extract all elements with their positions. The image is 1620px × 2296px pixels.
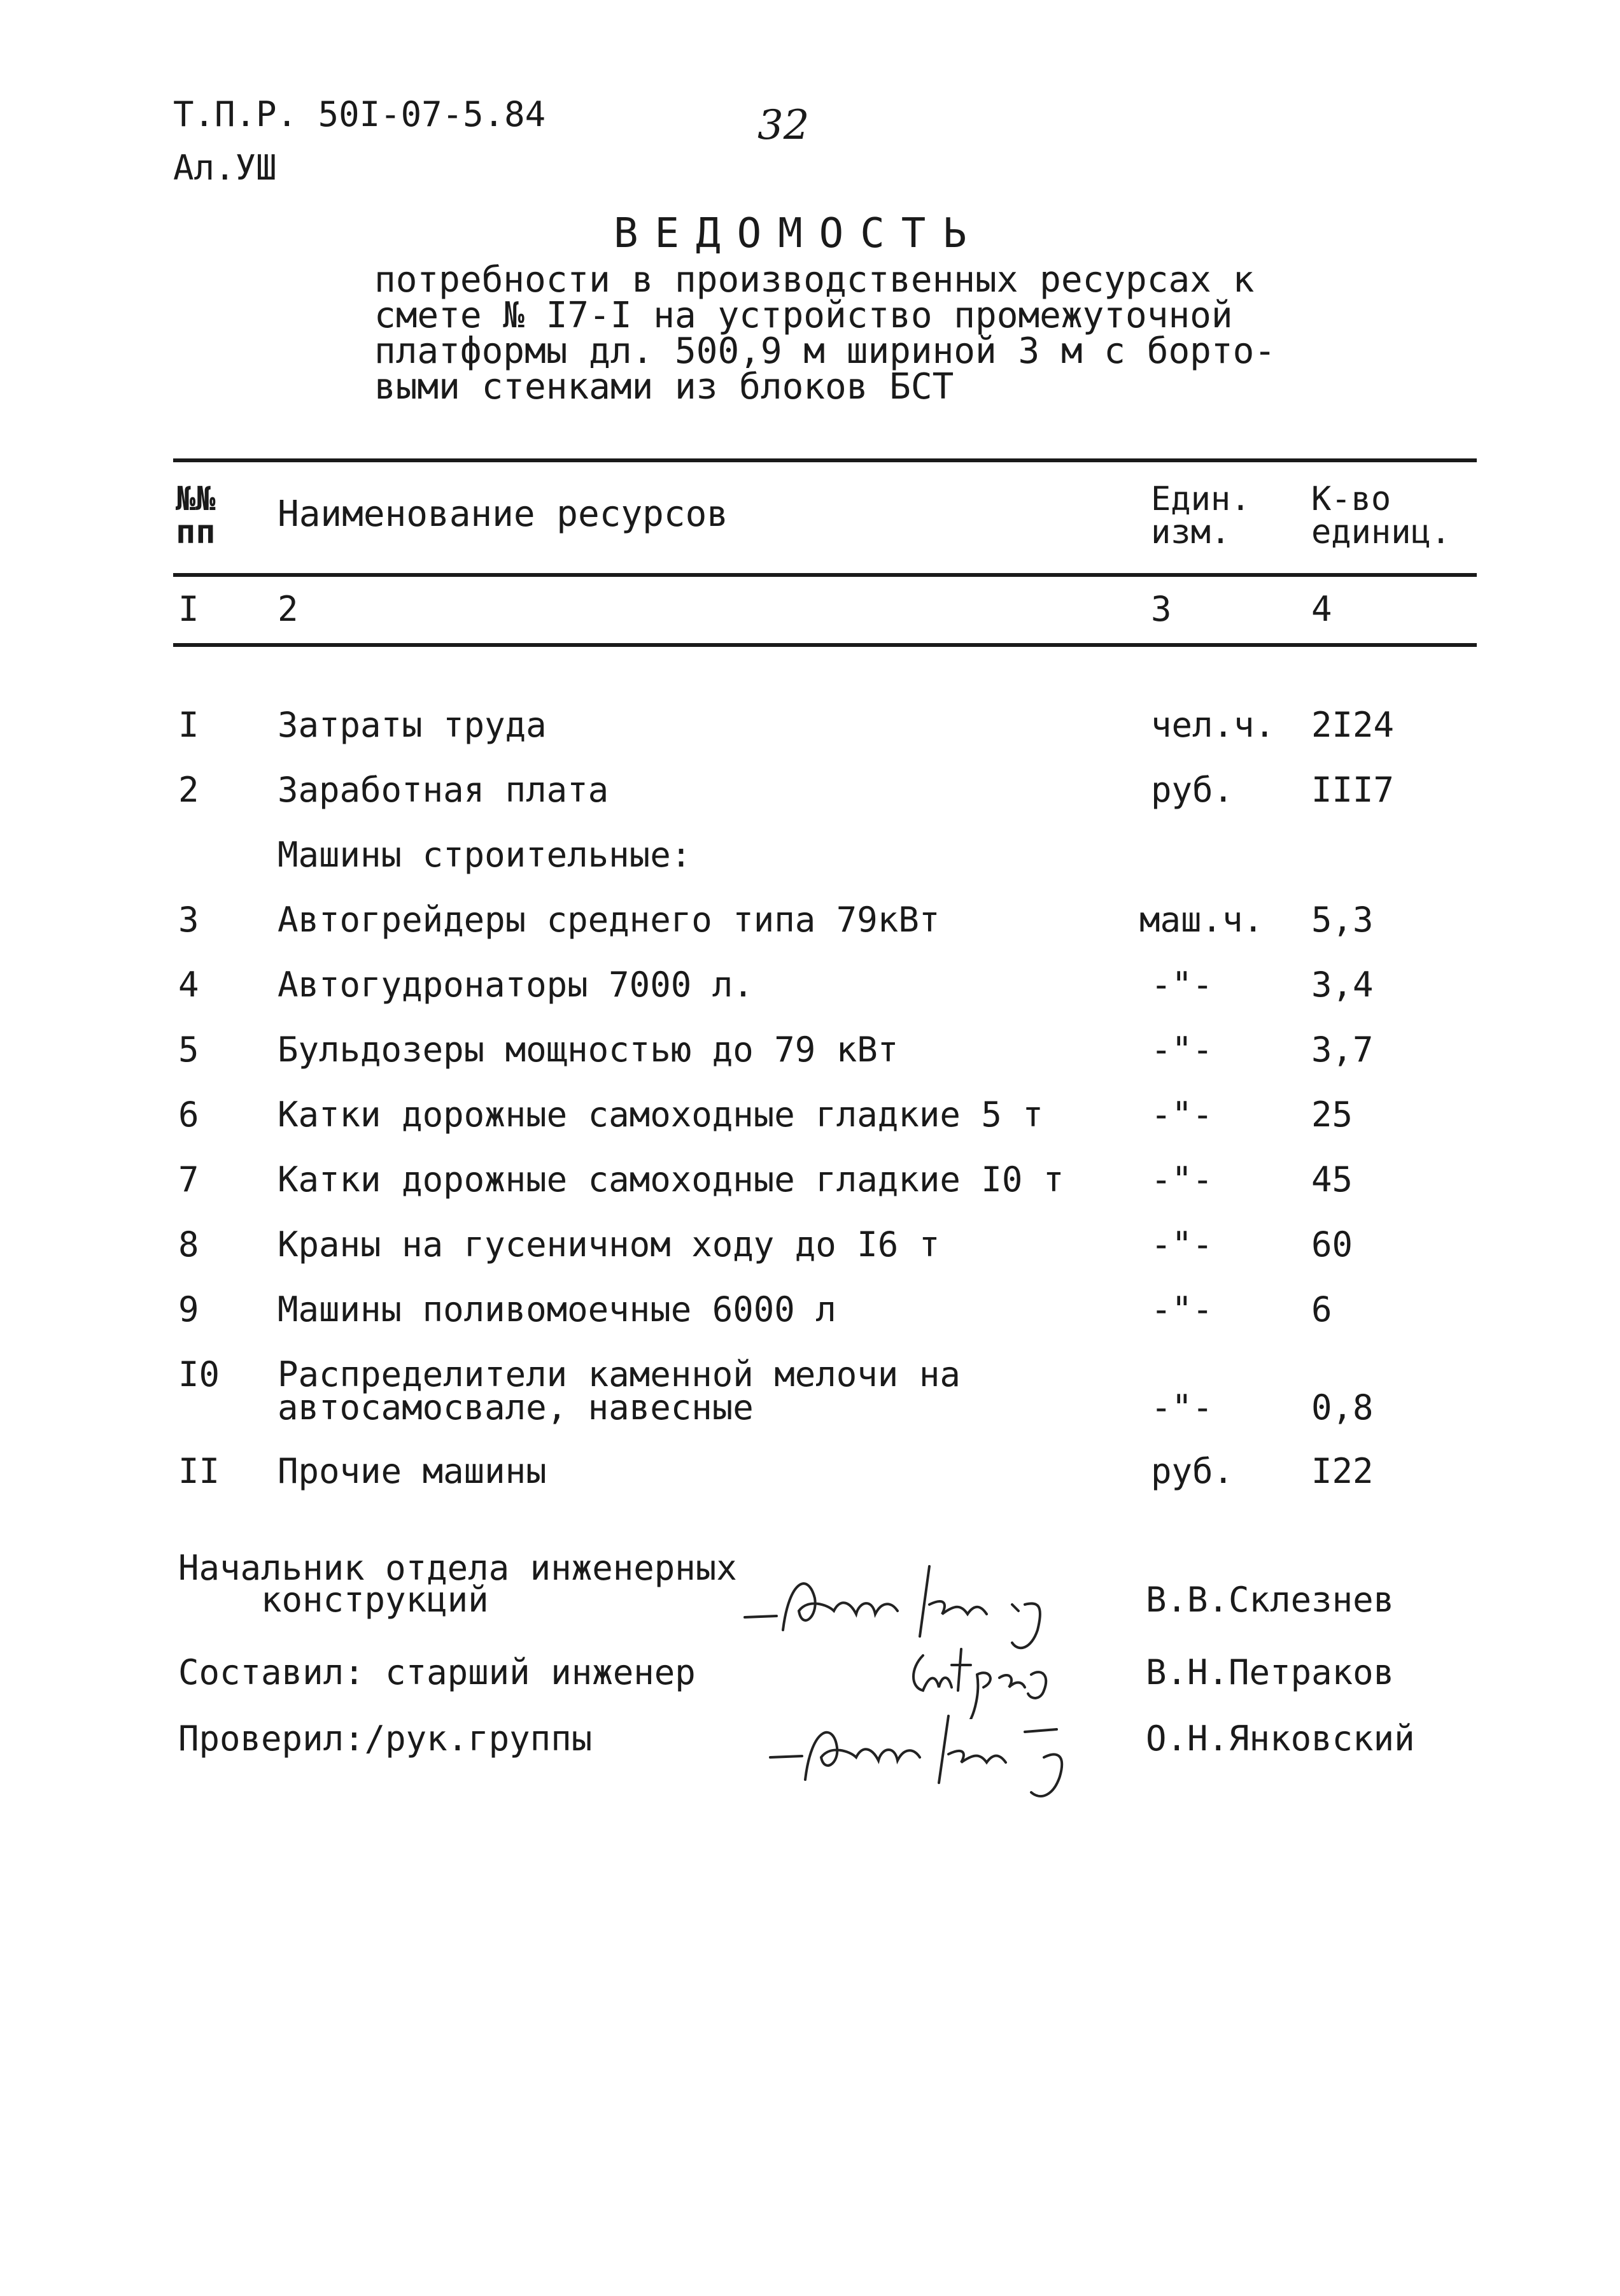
table-row [0, 1451, 1620, 1512]
row-num: 2 [178, 770, 199, 810]
row-qty: III7 [1311, 770, 1395, 810]
table-row [0, 1354, 1620, 1440]
row-unit: -"- [1151, 1095, 1213, 1135]
header-name: Наименование ресурсов [278, 493, 729, 535]
table-row [0, 1289, 1620, 1350]
row-name: Автогрейдеры среднего типа 79кВт [278, 900, 940, 940]
row-unit: -"- [1151, 1224, 1213, 1265]
signature-role: Проверил:/рук.группы [178, 1718, 593, 1759]
table-row [0, 965, 1620, 1025]
table-row [0, 1030, 1620, 1090]
subtitle-line: потребности в производственных ресурсах к [374, 259, 1255, 301]
row-unit: руб. [1151, 1451, 1234, 1491]
row-name-cont: автосамосвале, навесные [278, 1387, 754, 1428]
row-num: II [178, 1451, 220, 1491]
row-name: Катки дорожные самоходные гладкие 5 т [278, 1095, 1043, 1135]
page-number: 32 [757, 102, 810, 149]
handwritten-signature-3 [757, 1687, 1139, 1808]
signature-name: В.В.Склезнев [1146, 1580, 1395, 1620]
row-num: 3 [178, 900, 199, 940]
table-colnum-rule [173, 643, 1477, 647]
subtitle-line: выми стенками из блоков БСТ [374, 366, 954, 407]
row-qty: I22 [1311, 1451, 1374, 1491]
signature-role: Составил: старший инженер [178, 1652, 696, 1692]
row-name: Автогудронаторы 7000 л. [278, 965, 754, 1005]
table-row [0, 900, 1620, 960]
document-subtitle [374, 259, 1276, 407]
table-row [0, 770, 1620, 830]
colnum-3: 3 [1151, 589, 1172, 629]
signature-role: Начальник отдела инженерных [178, 1548, 737, 1588]
table-row [0, 1224, 1620, 1285]
row-qty: 3,7 [1311, 1030, 1374, 1070]
row-unit: -"- [1151, 1387, 1213, 1428]
row-num: I [178, 705, 199, 745]
row-name: Затраты труда [278, 705, 547, 745]
row-num: I0 [178, 1354, 220, 1394]
row-name: Катки дорожные самоходные гладкие I0 т [278, 1159, 1064, 1200]
row-name: Машины строительные: [278, 835, 692, 875]
row-qty: 25 [1311, 1095, 1353, 1135]
header-unit: Един. изм. [1151, 480, 1251, 551]
colnum-4: 4 [1311, 589, 1332, 629]
table-row [0, 1159, 1620, 1220]
row-name: Прочие машины [278, 1451, 547, 1491]
header-num: №№ пп [176, 480, 216, 551]
row-unit: -"- [1151, 1289, 1213, 1329]
row-num: 5 [178, 1030, 199, 1070]
row-name: Машины поливомоечные 6000 л [278, 1289, 836, 1329]
document-title: ВЕДОМОСТЬ [614, 210, 983, 257]
row-num: 7 [178, 1159, 199, 1200]
table-top-rule [173, 458, 1477, 462]
table-row [0, 705, 1620, 765]
row-name: Бульдозеры мощностью до 79 кВт [278, 1030, 899, 1070]
table-header-rule [173, 573, 1477, 577]
document-code: Т.П.Р. 50I-07-5.84 [173, 94, 546, 134]
subtitle-line: платформы дл. 500,9 м шириной 3 м с борто- [374, 330, 1276, 372]
row-num: 6 [178, 1095, 199, 1135]
row-qty: 60 [1311, 1224, 1353, 1265]
signature-role-cont: конструкций [261, 1580, 489, 1620]
album-number: Ал.УШ [173, 148, 277, 188]
colnum-1: I [178, 589, 199, 629]
row-num: 9 [178, 1289, 199, 1329]
row-qty: 3,4 [1311, 965, 1374, 1005]
row-name: Краны на гусеничном ходу до I6 т [278, 1224, 940, 1265]
row-qty: 5,3 [1311, 900, 1374, 940]
header-qty: К-во единиц. [1311, 480, 1451, 551]
table-row [0, 1095, 1620, 1155]
colnum-2: 2 [278, 589, 299, 629]
row-unit: чел.ч. [1151, 705, 1276, 745]
row-num: 8 [178, 1224, 199, 1265]
row-unit: -"- [1151, 1030, 1213, 1070]
row-unit: -"- [1151, 965, 1213, 1005]
signature-name: О.Н.Янковский [1146, 1718, 1415, 1759]
row-qty: 0,8 [1311, 1387, 1374, 1428]
row-unit: руб. [1151, 770, 1234, 810]
row-unit: маш.ч. [1139, 900, 1264, 940]
row-num: 4 [178, 965, 199, 1005]
row-name: Заработная плата [278, 770, 609, 810]
row-name: Распределители каменной мелочи на [278, 1354, 961, 1394]
subtitle-line: смете № I7-I на устройство промежуточной [374, 295, 1233, 336]
table-row-section [0, 835, 1620, 895]
row-qty: 6 [1311, 1289, 1332, 1329]
row-qty: 2I24 [1311, 705, 1395, 745]
signature-name: В.Н.Петраков [1146, 1652, 1395, 1692]
row-unit: -"- [1151, 1159, 1213, 1200]
row-qty: 45 [1311, 1159, 1353, 1200]
